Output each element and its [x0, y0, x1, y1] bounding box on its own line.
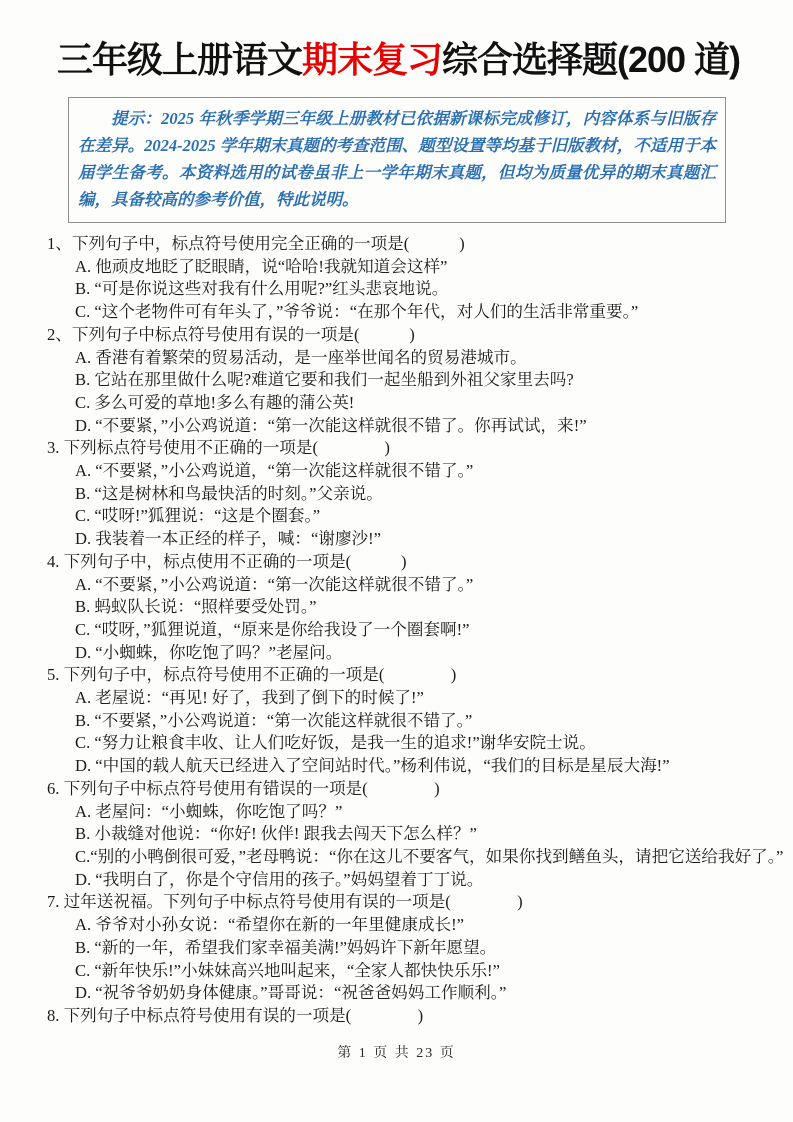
question-text: 下列句子中标点符号使用有误的一项是( ) [63, 1005, 424, 1025]
title-suffix: 综合选择题(200 道) [441, 39, 741, 80]
question-option: A. 香港有着繁荣的贸易活动，是一座举世闻名的贸易港城市。 [75, 347, 527, 367]
question-option: B. “这是树林和鸟最快活的时刻。”父亲说。 [75, 483, 383, 503]
question-stem [47, 778, 750, 801]
question-stem [47, 891, 750, 914]
notice-box [68, 97, 726, 223]
question-option: A. “不要紧，”小公鸡说道，“第一次能这样就很不错了。” [75, 461, 474, 481]
question-option: A. 他顽皮地眨了眨眼睛，说“哈哈!我就知道会这样” [75, 256, 448, 276]
page-number: 第 1 页 共 23 页 [337, 1046, 456, 1061]
question-text: 下列句子中标点符号使用有误的一项是( ) [71, 324, 415, 344]
question-stem [47, 664, 750, 687]
question-list [47, 233, 784, 1028]
question-stem [47, 437, 750, 460]
question-option: A. 老屋说：“再见! 好了，我到了倒下的时候了!” [75, 688, 424, 708]
question-number: 5. [47, 665, 64, 685]
question-text: 下列句子中标点符号使用有错误的一项是( ) [63, 778, 440, 798]
question-option: C. “这个老物件可有年头了，”爷爷说：“在那个年代，对人们的生活非常重要。” [75, 302, 639, 322]
question-option: B. 它站在那里做什么呢?难道它要和我们一起坐船到外祖父家里去吗? [75, 370, 574, 390]
question-item [47, 778, 784, 892]
question-option: C. “哎呀!”狐狸说：“这是个圈套。” [75, 506, 321, 526]
question-option: D. 我装着一本正经的样子，喊：“谢廖沙!” [75, 529, 382, 549]
question-option: B. “可是你说这些对我有什么用呢?”红头悲哀地说。 [75, 279, 449, 299]
question-stem [47, 1005, 750, 1028]
question-option: C. 多么可爱的草地!多么有趣的蒲公英! [75, 392, 355, 412]
question-option: B. “新的一年，希望我们家幸福美满!”妈妈许下新年愿望。 [75, 937, 497, 957]
title-highlight: 期末复习 [301, 39, 442, 80]
question-option: B. “不要紧，”小公鸡说道：“第一次能这样就很不错了。” [75, 710, 473, 730]
question-option: D. “小蜘蛛，你吃饱了吗？”老屋问。 [75, 642, 343, 662]
question-number: 6. [47, 778, 64, 798]
question-item [47, 1005, 750, 1028]
question-item [47, 437, 750, 551]
question-text: 下列标点符号使用不正确的一项是( ) [63, 438, 390, 458]
question-text: 下列句子中，标点符号使用完全正确的一项是( ) [71, 234, 465, 253]
question-stem [47, 233, 750, 256]
question-item [47, 891, 750, 1005]
question-item [47, 233, 750, 324]
page-footer [0, 1042, 793, 1062]
question-text: 下列句子中，标点使用不正确的一项是( ) [63, 551, 407, 571]
question-stem [47, 551, 750, 574]
question-option: B. 蚂蚁队长说：“照样要受处罚。” [75, 597, 317, 617]
question-number: 7. [47, 892, 64, 912]
question-stem [47, 324, 750, 347]
question-number: 1、 [47, 234, 72, 253]
question-number: 4. [47, 551, 64, 571]
question-number: 2、 [47, 324, 72, 344]
question-option: A. 老屋问：“小蜘蛛，你吃饱了吗？” [75, 801, 343, 821]
question-option: A. 爷爷对小孙女说：“希望你在新的一年里健康成长!” [75, 915, 465, 935]
page-title [47, 38, 750, 82]
question-option: C.“别的小鸭倒很可爱，”老母鸭说：“你在这儿不要客气，如果你找到鳝鱼头，请把它送给我好了。” [75, 846, 784, 866]
question-number: 3. [47, 438, 64, 458]
question-text: 下列句子中，标点符号使用不正确的一项是( ) [63, 665, 457, 685]
question-item [47, 664, 750, 778]
question-option: D. “我明白了，你是个守信用的孩子。”妈妈望着丁丁说。 [75, 869, 484, 889]
question-text: 过年送祝福。下列句子中标点符号使用有误的一项是( ) [63, 892, 523, 912]
question-item [47, 324, 750, 438]
question-option: B. 小裁缝对他说：“你好! 伙伴! 跟我去闯天下怎么样？” [75, 824, 477, 844]
question-option: C. “哎呀，”狐狸说道，“原来是你给我设了一个圈套啊!” [75, 619, 470, 639]
question-option: C. “新年快乐!”小妹妹高兴地叫起来，“全家人都快快乐乐!” [75, 960, 500, 980]
question-option: D. “不要紧，”小公鸡说道：“第一次能这样就很不错了。你再试试，来!” [75, 415, 587, 435]
question-option: C. “努力让粮食丰收、让人们吃好饭，是我一生的追求!”谢华安院士说。 [75, 733, 596, 753]
question-option: A. “不要紧，”小公鸡说道：“第一次能这样就很不错了。” [75, 574, 474, 594]
question-option: D. “中国的载人航天已经进入了空间站时代。”杨利伟说，“我们的目标是星辰大海!” [75, 756, 670, 776]
title-prefix: 三年级上册语文 [56, 39, 302, 80]
question-option: D. “祝爷爷奶奶身体健康。”哥哥说：“祝爸爸妈妈工作顺利。” [75, 983, 507, 1003]
question-item [47, 551, 750, 665]
notice-text: 提示：2025 年秋季学期三年级上册教材已依据新课标完成修订，内容体系与旧版存在差异。2024-2025 学年期末真题的考查范围、题型设置等均基于旧版教材，不适用于本届学生备考。本资料选用的试卷虽非上一学年期末真题，但均为质量优异的期末真题汇编，具备较高的参考价值，特此说明。 [78, 109, 716, 209]
question-number: 8. [47, 1005, 64, 1025]
